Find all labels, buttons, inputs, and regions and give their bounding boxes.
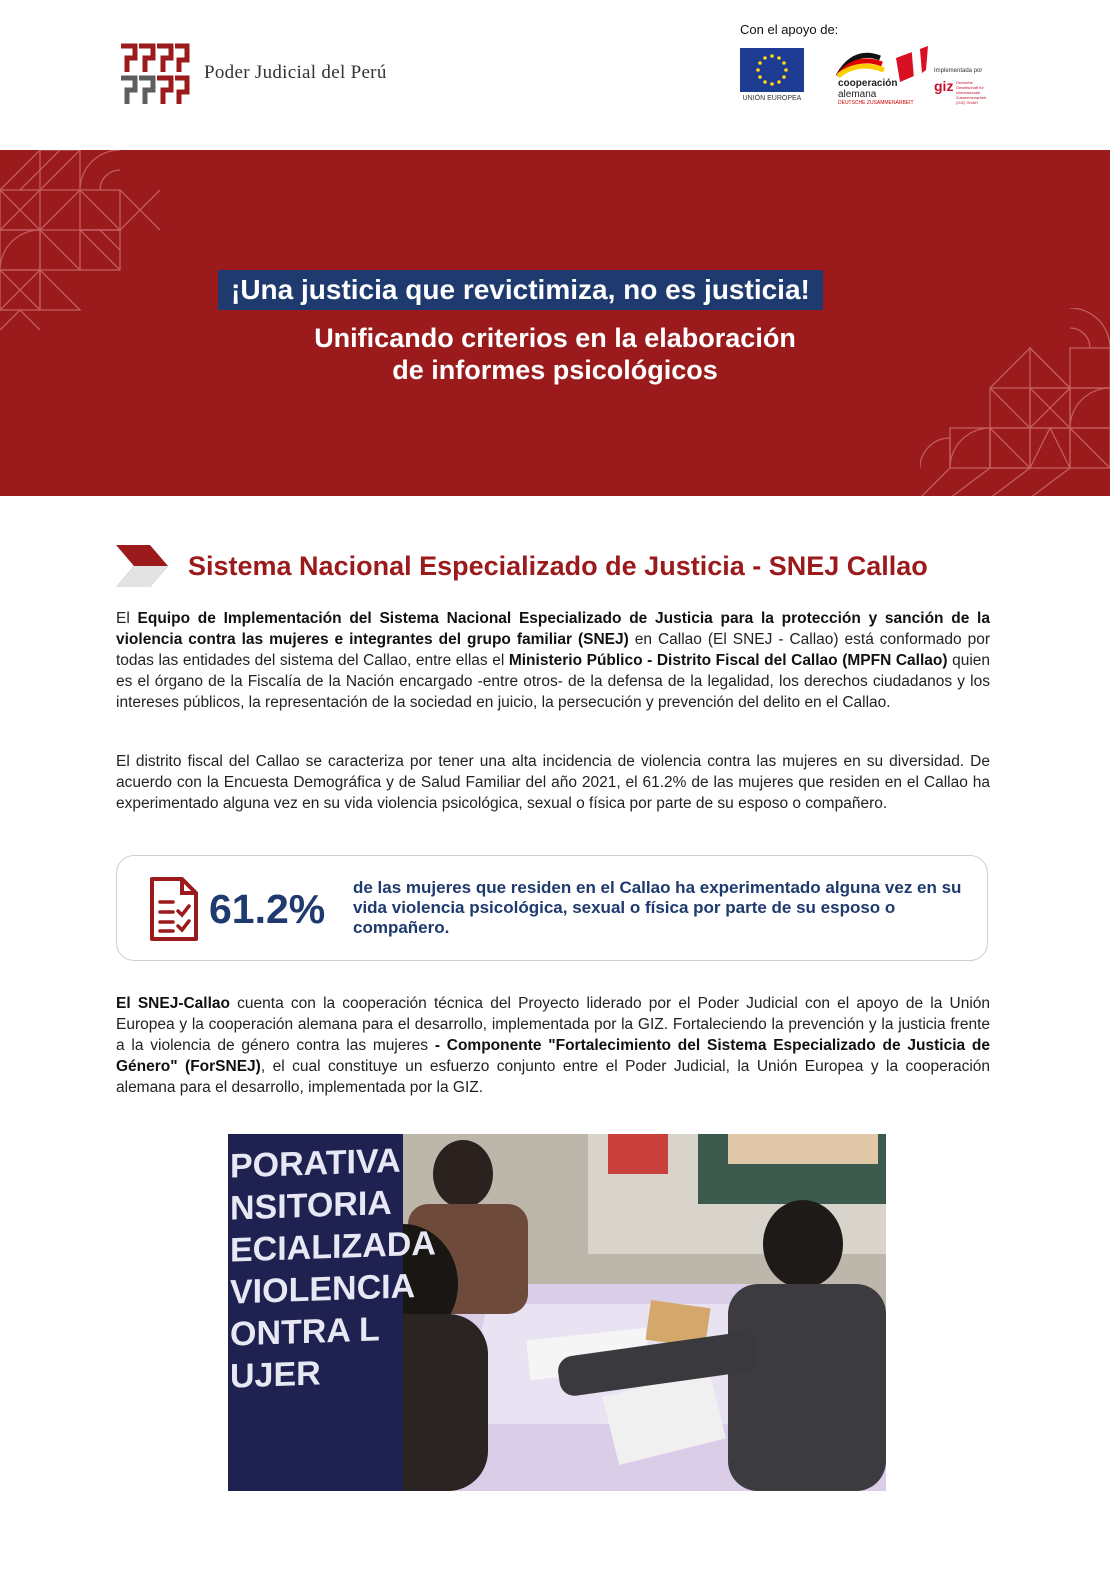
stat-description: de las mujeres que residen en el Callao ha experimentado alguna vez en su vida violencia psicológica, sexual o física por parte de su esposo o compañero. <box>353 878 962 937</box>
photo-banner-line: PORATIVA <box>230 1141 401 1186</box>
org-name: Poder Judicial del Perú <box>204 62 387 83</box>
para3-text-2: , el cual constituye un esfuerzo conjunto entre el Poder Judicial, la Unión Europea y la cooperación alemana para el desarrollo, implementada por la GIZ. <box>116 1058 990 1096</box>
para1-text-3: quien es el órgano de la Fiscalía de la Nación encargado -entre otros- de la defensa de la legalidad, los derechos ciudadanos y los intereses públicos, la representación de la sociedad en juicio, la persecución y prevención del delito en el Callao. <box>116 652 990 711</box>
hero-banner <box>0 150 1110 496</box>
paragraph-cooperation <box>116 993 990 1098</box>
para1-bold-1: Equipo de Implementación del Sistema Nacional Especializado de Justicia para la protección y sanción de la violencia contra las mujeres e integrantes del grupo familiar (SNEJ) <box>116 610 990 648</box>
coop-text-1: cooperación <box>838 78 898 89</box>
photo-banner-line: ECIALIZADA <box>230 1224 436 1270</box>
stat-callout <box>116 855 988 961</box>
paragraph-intro <box>116 608 990 713</box>
banner-subtitle-line-2: de informes psicológicos <box>392 355 718 385</box>
support-label: Con el apoyo de: <box>740 22 839 37</box>
photo-banner-line: VIOLENCIA <box>230 1267 416 1312</box>
photo-banner-text <box>230 1138 436 1397</box>
section-title: Sistema Nacional Especializado de Justicia - SNEJ Callao <box>188 551 928 581</box>
document-checklist-icon <box>149 876 199 942</box>
para3-bold-1: El SNEJ-Callao <box>116 995 230 1012</box>
giz-implemented-label: Implementada por <box>934 68 983 74</box>
para1-text-1: El <box>116 610 138 627</box>
page-header <box>0 0 1114 150</box>
para3-text-1: cuenta con la cooperación técnica del Proyecto liderado por el Poder Judicial con el apoyo de la Unión Europea y la cooperación alemana para el desarrollo, implementada por la GIZ. Fortaleciendo la prevención y la justicia frente a la violencia de género contra las mujeres <box>116 995 990 1054</box>
banner-title: ¡Una justicia que revictimiza, no es justicia! <box>218 270 823 310</box>
poder-judicial-logo <box>118 42 190 108</box>
para1-text-2: en Callao (El SNEJ - Callao) está conformado por todas las entidades del sistema del Callao, entre ellas el <box>116 631 990 669</box>
para1-bold-2: Ministerio Público - Distrito Fiscal del Callao (MPFN Callao) <box>508 652 948 669</box>
paragraph-statistics: El distrito fiscal del Callao se caracteriza por tener una alta incidencia de violencia contra las mujeres en su diversidad. De acuerdo con la Encuesta Demográfica y de Salud Familiar del año 2021, el 61.2% de las mujeres que residen en el Callao ha experimentado alguna vez en su vida violencia psicológica, sexual o física por parte de su esposo o compañero. <box>116 753 990 812</box>
photo-banner-line: UJER <box>230 1354 321 1396</box>
para3-bold-2: - Componente "Fortalecimiento del Sistema Especializado de Justicia de Género" (ForSNEJ) <box>116 1037 990 1075</box>
section-chevron-icon <box>116 545 168 587</box>
photo-background-banner <box>228 1134 436 1491</box>
event-photo <box>228 1134 886 1491</box>
eu-flag-icon <box>740 48 804 92</box>
photo-banner-line: ONTRA L <box>230 1310 380 1354</box>
eu-caption: UNIÓN EUROPEA <box>742 95 802 102</box>
giz-logo: giz <box>934 78 954 94</box>
photo-banner-line: NSITORIA <box>230 1183 392 1228</box>
stat-value: 61.2% <box>209 886 326 932</box>
coop-text-2: alemana <box>838 89 877 100</box>
banner-subtitle-line-1: Unificando criterios en la elaboración <box>314 323 796 353</box>
banner-subtitle <box>0 322 1110 386</box>
decorative-pattern-left <box>0 150 210 340</box>
coop-text-3: DEUTSCHE ZUSAMMENARBEIT <box>838 100 914 106</box>
giz-description: Deutsche Gesellschaft für Internationale Zusammenarbeit (GIZ) GmbH <box>956 80 987 105</box>
